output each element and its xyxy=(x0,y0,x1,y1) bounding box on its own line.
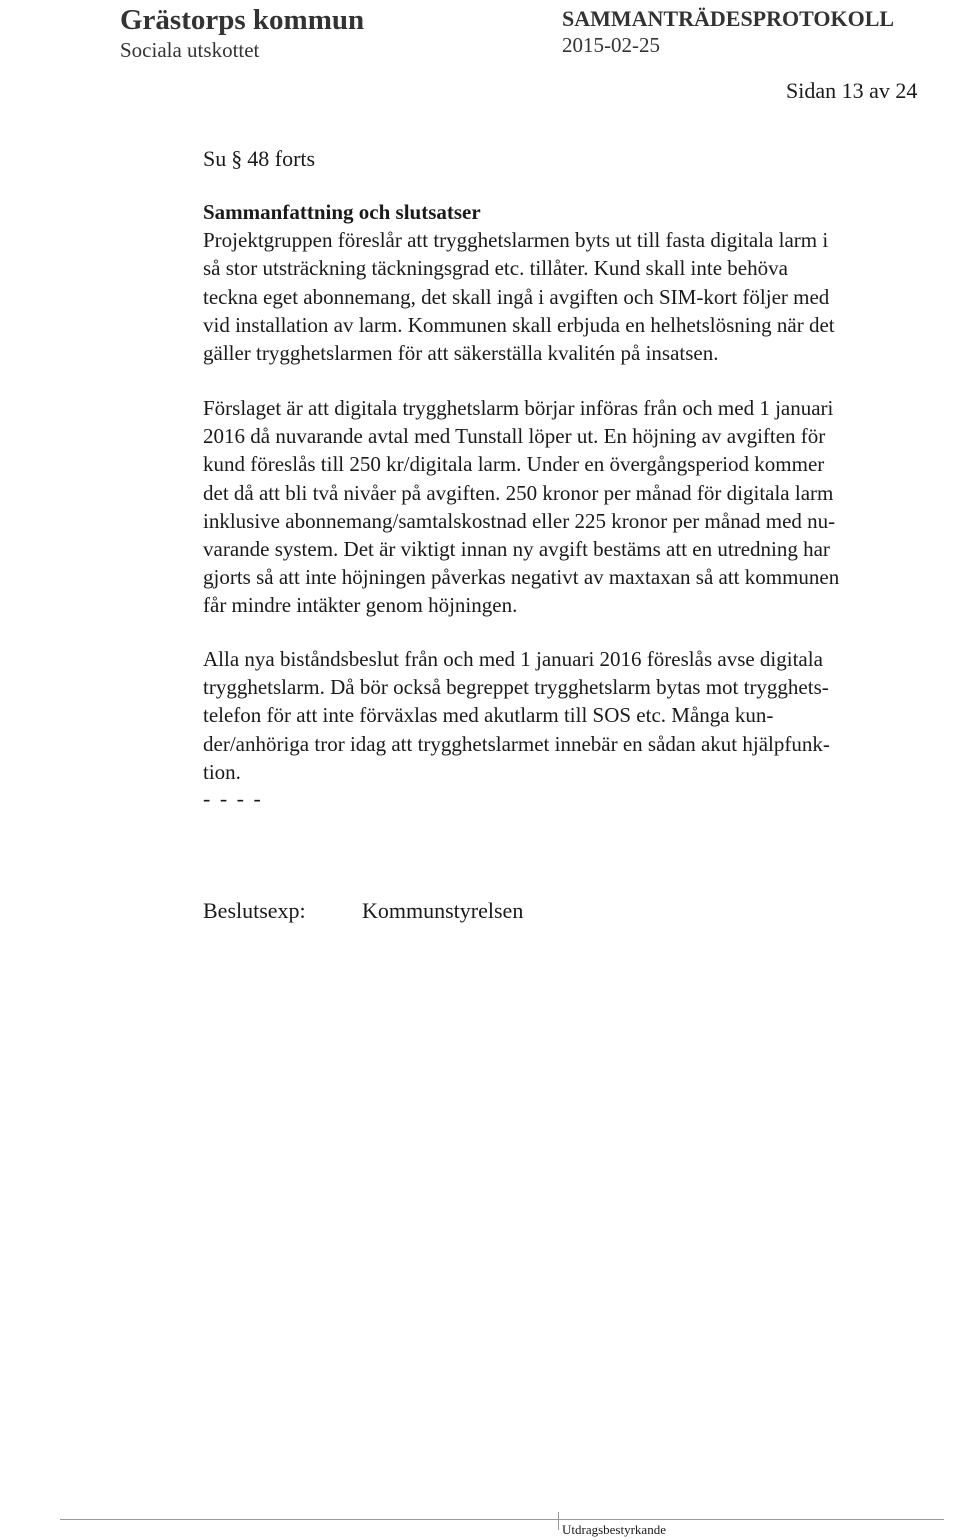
paragraph-line: teckna eget abonnemang, det skall ingå i avgiften och SIM-kort följer med xyxy=(203,284,830,309)
paragraph-line: 2016 då nuvarande avtal med Tunstall löper ut. En höjning av avgiften för xyxy=(203,424,826,449)
paragraph-line: gjorts så att inte höjningen påverkas negativt av maxtaxan så att kommunen xyxy=(203,565,840,590)
paragraph-line: Alla nya biståndsbeslut från och med 1 januari 2016 föreslås avse digitala xyxy=(203,647,823,671)
paragraph-line: varande system. Det är viktigt innan ny avgift bestäms att en utredning har xyxy=(203,536,830,561)
document-date: 2015-02-25 xyxy=(562,33,660,57)
section-separator: - - - - xyxy=(203,786,263,811)
paragraph-line: inklusive abonnemang/samtalskostnad eller 225 kronor per månad med nu- xyxy=(203,508,836,533)
paragraph-line: får mindre intäkter genom höjningen. xyxy=(203,593,518,618)
paragraph-line: telefon för att inte förväxlas med akutlarm till SOS etc. Många kun- xyxy=(203,703,774,728)
organization-name: Grästorps kommun xyxy=(120,4,365,36)
decision-paragraph xyxy=(203,645,943,786)
footer-rule xyxy=(60,1519,944,1520)
summary-block xyxy=(203,198,943,367)
summary-heading: Sammanfattning och slutsatser xyxy=(203,200,481,224)
page-number: Sidan 13 av 24 xyxy=(786,78,918,103)
document-type: SAMMANTRÄDESPROTOKOLL xyxy=(562,6,895,31)
organization-unit: Sociala utskottet xyxy=(120,38,260,62)
paragraph-line: kund föreslås till 250 kr/digitala larm. Under en övergångsperiod kommer xyxy=(203,452,825,477)
paragraph-line: det då att bli två nivåer på avgiften. 250 kronor per månad för digitala larm xyxy=(203,480,834,505)
proposal-paragraph xyxy=(203,394,943,620)
paragraph-line: Förslaget är att digitala trygghetslarm börjar införas från och med 1 januari xyxy=(203,396,834,420)
paragraph-line: vid installation av larm. Kommunen skall erbjuda en helhetslösning när det xyxy=(203,312,835,337)
section-prefix: Su xyxy=(203,146,227,171)
paragraph-line: tion. xyxy=(203,759,241,784)
footer-certification-label: Utdragsbestyrkande xyxy=(562,1522,666,1537)
section-reference xyxy=(203,146,315,172)
footer-divider xyxy=(558,1512,559,1530)
paragraph-line: trygghetslarm. Då bör också begreppet trygghetslarm bytas mot trygghets- xyxy=(203,675,829,700)
decision-expedition-recipient: Kommunstyrelsen xyxy=(362,898,524,923)
paragraph-line: gäller trygghetslarmen för att säkerställa kvalitén på insatsen. xyxy=(203,340,719,365)
decision-expedition-label: Beslutsexp: xyxy=(203,898,306,923)
paragraph-line: Projektgruppen föreslår att trygghetslarmen byts ut till fasta digitala larm i xyxy=(203,228,829,253)
paragraph-line: så stor utsträckning täckningsgrad etc. tillåter. Kund skall inte behöva xyxy=(203,256,788,281)
section-rest: 48 forts xyxy=(247,146,316,171)
paragraph-symbol: § xyxy=(231,146,243,171)
paragraph-line: der/anhöriga tror idag att trygghetslarmet innebär en sådan akut hjälpfunk- xyxy=(203,731,830,756)
